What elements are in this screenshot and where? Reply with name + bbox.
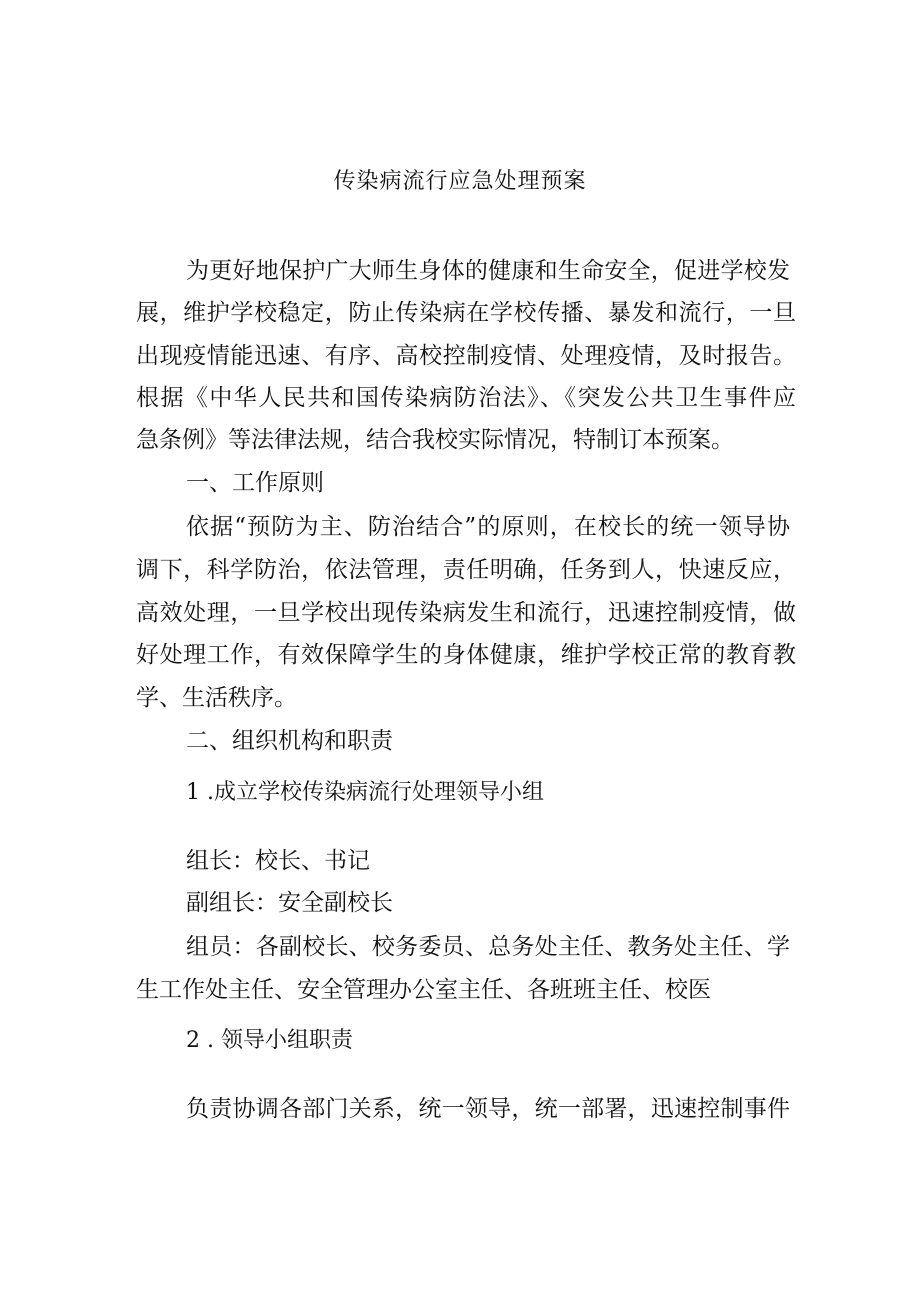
subsection-heading: 2 . 领导小组职责: [186, 1028, 353, 1053]
list-line: 副组长：安全副校长: [186, 890, 393, 916]
paragraph-line: 生工作处主任、安全管理办公室主任、各班班主任、校医: [136, 977, 711, 1003]
list-line: 组长：校长、书记: [186, 848, 370, 874]
section-heading: 二、组织机构和职责: [186, 728, 393, 754]
paragraph-line: 急条例》等法律法规，结合我校实际情况，特制订本预案。: [136, 427, 734, 453]
paragraph-line: 根据《中华人民共和国传染病防治法》、《突发公共卫生事件应: [136, 385, 796, 411]
paragraph-line: 展，维护学校稳定，防止传染病在学校传播、暴发和流行，一旦: [136, 300, 796, 326]
paragraph-line: 组员：各副校长、校务委员、总务处主任、教务处主任、学: [186, 934, 790, 960]
paragraph-line: 依据“预防为主、防治结合”的原则，在校长的统一领导协: [186, 514, 790, 540]
paragraph-line: 学、生活秩序。: [136, 685, 297, 711]
paragraph-line: 高效处理，一旦学校出现传染病发生和流行，迅速控制疫情，做: [136, 600, 796, 626]
document-title: 传染病流行应急处理预案: [333, 169, 587, 194]
paragraph-line: 调下，科学防治，依法管理，责任明确，任务到人，快速反应，: [136, 557, 796, 583]
section-heading: 一、工作原则: [186, 470, 324, 496]
paragraph-line: 出现疫情能迅速、有序、高校控制疫情、处理疫情，及时报告。: [136, 343, 796, 369]
subsection-heading: 1 .成立学校传染病流行处理领导小组: [186, 780, 544, 805]
paragraph-line: 负责协调各部门关系，统一领导，统一部署，迅速控制事件: [186, 1096, 790, 1122]
paragraph-line: 为更好地保护广大师生身体的健康和生命安全，促进学校发: [186, 258, 790, 284]
paragraph-line: 好处理工作，有效保障学生的身体健康，维护学校正常的教育教: [136, 642, 796, 668]
